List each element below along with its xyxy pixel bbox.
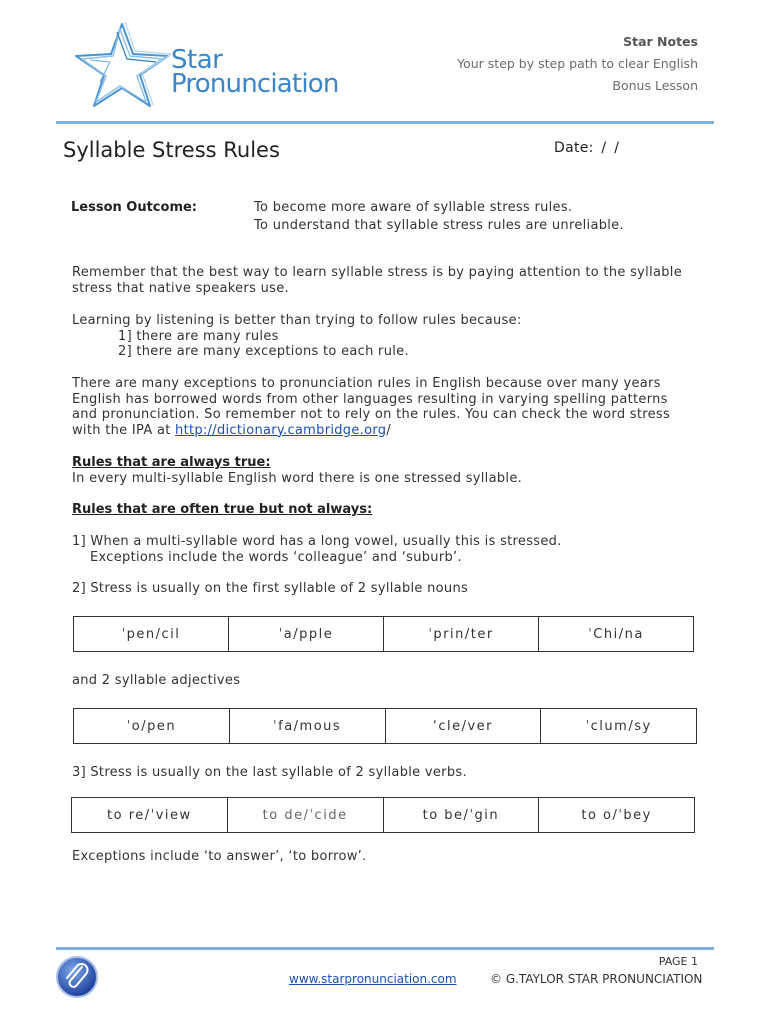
table-cell: ˈfa/mous [229,709,385,744]
table-cell: ‘cle/ver [385,709,541,744]
list-item: 2] there are many exceptions to each rule. [118,344,409,359]
text-line: stress that native speakers use. [72,280,289,296]
table-cell: ˈo/pen [74,709,230,744]
often-true-heading [72,502,702,518]
text-span: with the IPA at [72,422,176,438]
copyright: © G.TAYLOR STAR PRONUNCIATION [490,972,703,986]
listening-paragraph [72,313,702,360]
lesson-outcome-line: To become more aware of syllable stress rules. [254,200,573,215]
exceptions-paragraph [72,376,702,438]
list-item: 1] there are many rules [118,328,279,344]
footer-divider [56,947,714,950]
adjectives-table [73,708,697,744]
text-line: English has borrowed words from other languages resulting in varying spelling patterns [72,391,668,407]
star-logo-icon [70,20,175,110]
lesson-outcome-line: To understand that syllable stress rules are unreliable. [254,218,624,233]
table-cell: ˈclum/sy [541,709,697,744]
website-link[interactable]: www.starpronunciation.com [289,972,457,986]
table-row [72,798,695,833]
text-line: Learning by listening is better than trying to follow rules because: [72,313,522,328]
header-tagline: Your step by step path to clear English [457,56,698,71]
text-line: Exceptions include the words ‘colleague’ and ‘suburb’. [90,549,462,565]
adjectives-intro: and 2 syllable adjectives [72,673,241,688]
rule-3: 3] Stress is usually on the last syllable of 2 syllable verbs. [72,765,467,780]
table-row [74,709,697,744]
text-line [72,423,702,439]
lesson-outcome-label: Lesson Outcome: [71,200,198,215]
paperclip-icon [55,955,99,999]
nouns-table [73,616,694,652]
brand-name-line2: Pronunciation [171,69,339,99]
text-span: / [386,422,391,438]
table-cell: ˈa/pple [229,617,384,652]
often-true-heading-text: Rules that are often true but not always: [72,502,373,517]
always-true-heading: Rules that are always true: [72,455,271,470]
intro-paragraph [72,265,702,296]
table-row [74,617,694,652]
header-title: Star Notes [623,34,698,49]
rule-2: 2] Stress is usually on the first syllable of 2 syllable nouns [72,581,469,596]
text-line: Remember that the best way to learn syllable stress is by paying attention to the syllable [72,265,683,280]
verbs-exceptions: Exceptions include ‘to answer’, ‘to borrow’. [72,849,367,864]
rule-1 [72,534,702,565]
table-cell: to o/ˈbey [539,798,695,833]
header-divider [56,121,714,124]
text-line: and pronunciation. So remember not to rely on the rules. You can check the word stress [72,407,671,422]
table-cell: ˈpen/cil [74,617,229,652]
table-cell: to re/ˈview [72,798,228,833]
brand-name-line1: Star [171,45,223,75]
page-title: Syllable Stress Rules [63,138,280,162]
verbs-table [71,797,695,833]
text-line: 1] When a multi-syllable word has a long vowel, usually this is stressed. [72,534,562,549]
table-cell: ˈprin/ter [384,617,539,652]
table-cell: to de/ˈcide [227,798,383,833]
text-line: In every multi-syllable English word there is one stressed syllable. [72,470,523,486]
table-cell: to be/ˈgin [383,798,539,833]
always-true-section [72,455,702,486]
cambridge-dictionary-link[interactable]: http://dictionary.cambridge.org [175,422,387,438]
text-line: There are many exceptions to pronunciation rules in English because over many years [72,376,661,391]
header-lesson-type: Bonus Lesson [612,78,698,93]
date-field: Date: / / [554,140,620,156]
table-cell: ˈChi/na [539,617,694,652]
page-number: PAGE 1 [658,955,698,968]
